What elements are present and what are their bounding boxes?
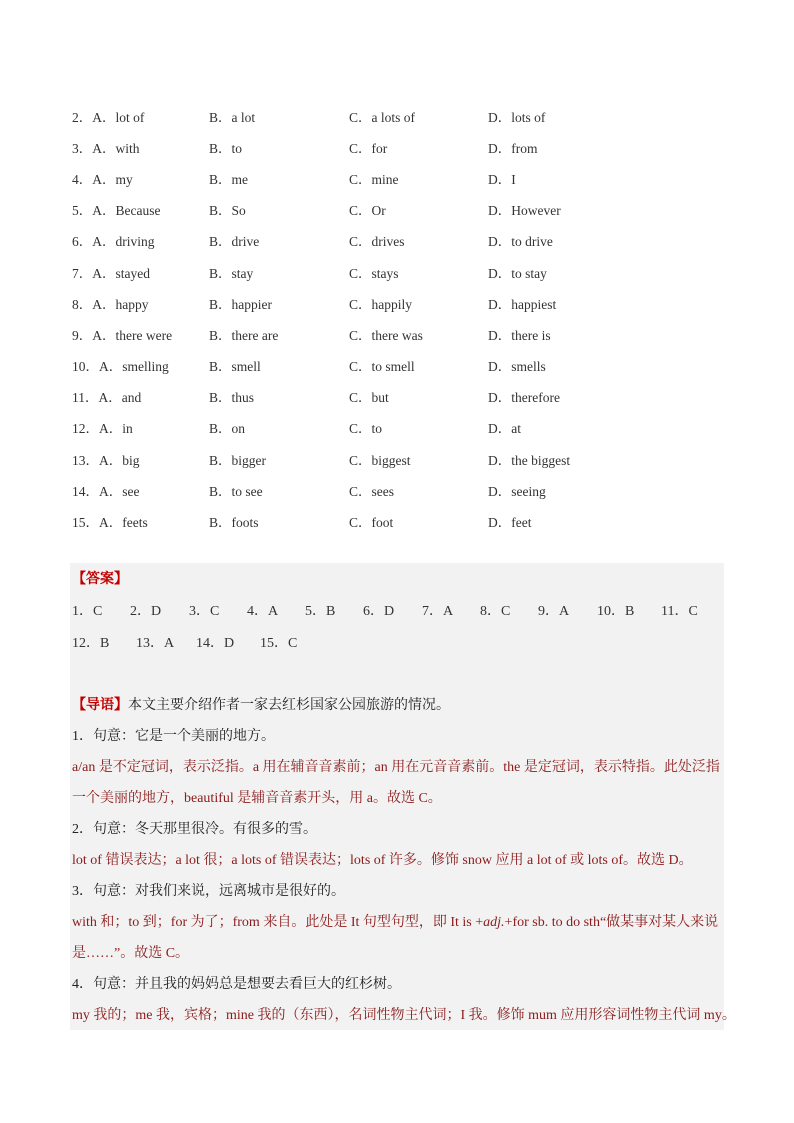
option-cell: 15．A．feets (72, 515, 148, 531)
option-cell: D．happiest (488, 296, 557, 312)
option-cell: D．to stay (488, 265, 547, 281)
option-cell: B．thus (209, 390, 255, 406)
option-row (72, 443, 632, 474)
option-cell: B．to see (209, 483, 263, 499)
answer-item: 12．B (72, 636, 110, 651)
option-cell: C．stays (349, 265, 399, 281)
option-cell: D．seeing (488, 483, 546, 499)
option-cell: C．biggest (349, 452, 411, 468)
option-cell: D．therefore (488, 390, 560, 406)
option-row (72, 131, 632, 162)
guide-q3-explain-1a: with 和；to 到；for 为了；from 来自。此处是 It 句型句型，即 It is + (72, 915, 484, 930)
option-cell: C．Or (349, 203, 386, 219)
option-cell: 5．A．Because (72, 203, 161, 219)
option-cell: 7．A．stayed (72, 265, 150, 281)
option-cell: 3．A．with (72, 140, 140, 156)
guide-q1-explain-2: 一个美丽的地方，beautiful 是辅音音素开头，用 a。故选 C。 (72, 791, 442, 806)
option-row (72, 318, 632, 349)
option-cell: C．to (349, 421, 383, 437)
option-cell: C．for (349, 140, 388, 156)
option-row (72, 225, 632, 256)
option-cell: 11．A．and (72, 390, 142, 406)
answer-item: 5．B (305, 604, 336, 619)
answer-item: 9．A (538, 604, 570, 619)
option-cell: B．smell (209, 359, 261, 375)
answers-heading (72, 568, 128, 588)
option-cell: D．lots of (488, 109, 546, 125)
option-cell: B．on (209, 421, 246, 437)
option-cell: C．drives (349, 234, 405, 250)
option-cell: B．So (209, 203, 246, 219)
option-row (72, 381, 632, 412)
answer-item: 1．C (72, 604, 103, 619)
answers-row-1 (72, 600, 711, 620)
option-cell: B．to (209, 140, 243, 156)
guide-q3: 3．句意：对我们来说，远离城市是很好的。 (72, 884, 345, 899)
answer-item: 6．D (363, 604, 395, 619)
answers-panel (70, 563, 724, 687)
guide-q3-explain-1c: +for sb. to do sth“做某事对某人来说 (504, 915, 719, 930)
answer-item: 4．A (247, 604, 279, 619)
option-row (72, 100, 632, 131)
option-cell: B．stay (209, 265, 254, 281)
option-row (72, 350, 632, 381)
guide-q4-explain: my 我的；me 我，宾格；mine 我的（东西），名词性物主代词；I 我。修饰 mum 应用形容词性物主代词 my。 (72, 1008, 736, 1023)
option-cell: D．from (488, 140, 538, 156)
answer-item: 15．C (260, 636, 298, 651)
option-row (72, 474, 632, 505)
answer-item: 2．D (130, 604, 162, 619)
option-cell: 4．A．my (72, 171, 133, 187)
guide-q1-explain-1: a/an 是不定冠词，表示泛指。a 用在辅音音素前；an 用在元音音素前。the 是定冠词，表示特指。此处泛指 (72, 760, 720, 775)
guide-heading-label: 【导语】 (72, 698, 128, 713)
option-cell: 13．A．big (72, 452, 140, 468)
option-cell: D．the biggest (488, 452, 571, 468)
option-cell: D．to drive (488, 234, 553, 250)
option-cell: B．happier (209, 296, 272, 312)
guide-q4: 4．句意：并且我的妈妈总是想要去看巨大的红杉树。 (72, 977, 401, 992)
option-cell: 6．A．driving (72, 234, 155, 250)
answers-heading-label: 【答案】 (72, 572, 128, 587)
option-cell: B．bigger (209, 452, 266, 468)
guide-q2-explain: lot of 错误表达；a lot 很；a lots of 错误表达；lots of 许多。修饰 snow 应用 a lot of 或 lots of。故选 D。 (72, 853, 693, 868)
option-cell: D．I (488, 171, 516, 187)
option-cell: B．a lot (209, 109, 256, 125)
option-cell: C．mine (349, 171, 399, 187)
answer-item: 7．A (422, 604, 454, 619)
option-cell: D．However (488, 203, 561, 219)
option-cell: D．at (488, 421, 521, 437)
answer-item: 3．C (189, 604, 220, 619)
guide-q3-explain-1 (72, 911, 718, 931)
option-row (72, 162, 632, 193)
option-cell: B．foots (209, 515, 259, 531)
option-cell: B．there are (209, 327, 279, 343)
option-row (72, 505, 632, 536)
option-row (72, 287, 632, 318)
guide-q2: 2．句意：冬天那里很冷。有很多的雪。 (72, 822, 317, 837)
option-cell: 8．A．happy (72, 296, 149, 312)
answer-item: 13．A (136, 636, 175, 651)
option-cell: 9．A．there were (72, 327, 173, 343)
guide-panel (70, 687, 736, 1030)
answer-item: 11．C (661, 604, 698, 619)
option-cell: B．drive (209, 234, 260, 250)
option-cell: 12．A．in (72, 421, 133, 437)
option-cell: D．feet (488, 515, 532, 531)
option-cell: 10．A．smelling (72, 359, 169, 375)
option-cell: 2．A．lot of (72, 109, 145, 125)
option-cell: D．smells (488, 359, 546, 375)
option-cell: C．happily (349, 296, 412, 312)
answer-item: 14．D (196, 636, 235, 651)
option-row (72, 194, 632, 225)
option-cell: C．sees (349, 483, 394, 499)
options-list (72, 100, 632, 537)
option-row (72, 412, 632, 443)
option-cell: C．foot (349, 515, 394, 531)
answer-item: 8．C (480, 604, 511, 619)
guide-q3-explain-2: 是……”。故选 C。 (72, 946, 190, 961)
option-cell: C．there was (349, 327, 423, 343)
option-cell: D．there is (488, 327, 551, 343)
answers-row-2 (72, 632, 310, 652)
guide-heading (72, 694, 450, 714)
option-cell: C．a lots of (349, 109, 415, 125)
guide-q1: 1．句意：它是一个美丽的地方。 (72, 729, 275, 744)
option-row (72, 256, 632, 287)
answer-item: 10．B (597, 604, 635, 619)
guide-intro: 本文主要介绍作者一家去红杉国家公园旅游的情况。 (128, 698, 450, 713)
option-cell: B．me (209, 171, 248, 187)
guide-q3-explain-1b: adj. (483, 915, 505, 930)
option-cell: 14．A．see (72, 483, 140, 499)
option-cell: C．but (349, 390, 389, 406)
option-cell: C．to smell (349, 359, 415, 375)
